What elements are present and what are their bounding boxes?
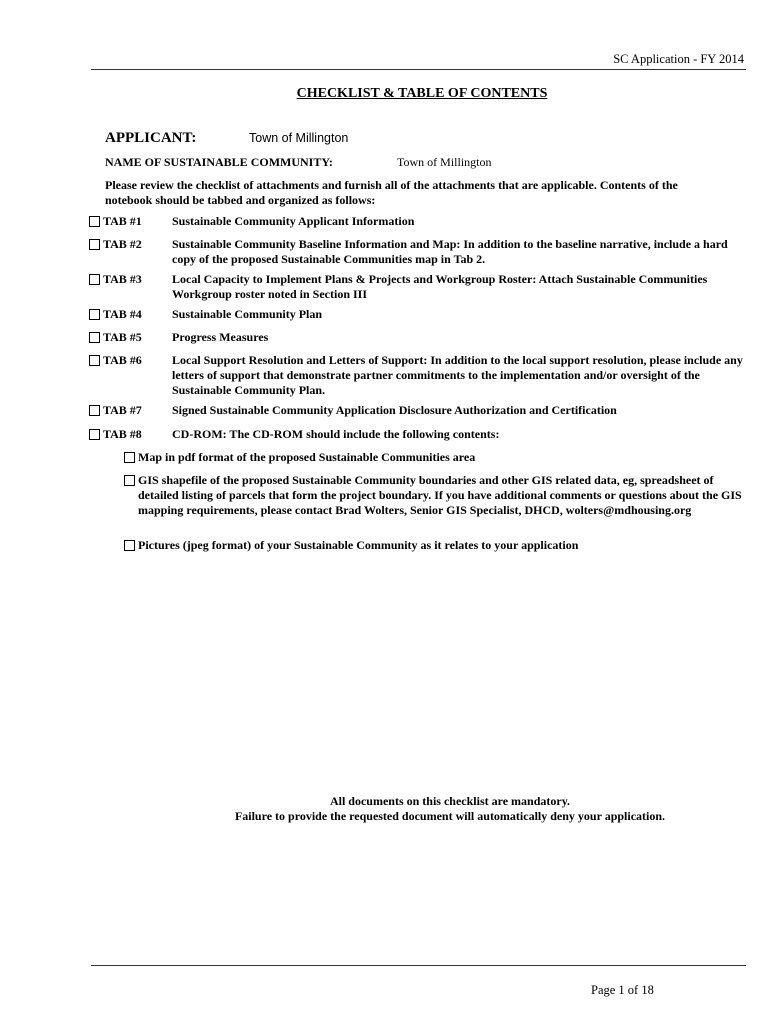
page-title: CHECKLIST & TABLE OF CONTENTS [296, 86, 548, 101]
tab-number: TAB #2 [103, 237, 142, 251]
page-number: Page 1 of 18 [591, 983, 654, 997]
applicant-label: APPLICANT: [105, 130, 197, 146]
cd-item-text: Map in pdf format of the proposed Sustainable Communities area [138, 450, 476, 464]
mandatory-notice [0, 794, 770, 824]
cd-item-text: GIS shapefile of the proposed Sustainable Community boundaries and other GIS related data, eg, spreadsheet of detailed listing of parcels that form the project boundary. If you have additional comments or questions about the GIS mapping requirements, please contact Brad Wolters, Senior GIS Specialist, DHCD, wolters@mdhousing.org [138, 473, 742, 517]
tab-number: TAB #3 [103, 272, 142, 286]
checklist-row-tab5 [89, 330, 749, 345]
community-name-label: NAME OF SUSTAINABLE COMMUNITY: [105, 155, 333, 169]
tab-description: Progress Measures [172, 330, 269, 344]
tab1-checkbox[interactable] [89, 216, 100, 227]
cd-item-map-pdf [124, 450, 749, 465]
cd-item-gis-shapefile [124, 473, 749, 518]
deny-warning-note: Failure to provide the requested document will automatically deny your application. [234, 809, 666, 823]
instructions-text: Please review the checklist of attachments and furnish all of the attachments that are applicable. Contents of the notebook should be tabbed and organized as follows: [105, 178, 678, 207]
cd-item-pictures [124, 538, 749, 553]
tab-description: Local Capacity to Implement Plans & Projects and Workgroup Roster: Attach Sustainable Communities Workgroup roster noted in Section III [172, 272, 708, 301]
footer-divider [91, 965, 746, 966]
tab-description: Sustainable Community Applicant Information [172, 214, 415, 228]
tab6-checkbox[interactable] [89, 355, 100, 366]
tab-number: TAB #8 [103, 427, 142, 441]
checklist-row-tab1 [89, 214, 749, 229]
map-pdf-checkbox[interactable] [124, 452, 135, 463]
cd-item-text: Pictures (jpeg format) of your Sustainable Community as it relates to your application [138, 538, 579, 552]
checklist-row-tab6 [89, 353, 749, 398]
checklist-row-tab4 [89, 307, 749, 322]
tab-number: TAB #6 [103, 353, 142, 367]
header-label: SC Application - FY 2014 [613, 52, 744, 66]
checklist-row-tab3 [89, 272, 749, 302]
tab-number: TAB #5 [103, 330, 142, 344]
tab4-checkbox[interactable] [89, 309, 100, 320]
checklist-row-tab2 [89, 237, 749, 267]
applicant-field[interactable]: Town of Millington [249, 131, 349, 145]
tab-description: Local Support Resolution and Letters of Support: In addition to the local support resolution, please include any letters of support that demonstrate partner commitments to the implementation and/or oversight of the Sustainable Community Plan. [172, 353, 743, 397]
tab-number: TAB #4 [103, 307, 142, 321]
gis-shapefile-checkbox[interactable] [124, 475, 135, 486]
mandatory-note: All documents on this checklist are mandatory. [329, 794, 571, 808]
tab2-checkbox[interactable] [89, 239, 100, 250]
community-name-field[interactable]: Town of Millington [397, 155, 492, 169]
checklist-row-tab7 [89, 403, 749, 418]
tab-description: Signed Sustainable Community Application Disclosure Authorization and Certification [172, 403, 617, 417]
tab7-checkbox[interactable] [89, 405, 100, 416]
tab3-checkbox[interactable] [89, 274, 100, 285]
tab8-checkbox[interactable] [89, 429, 100, 440]
tab-number: TAB #1 [103, 214, 142, 228]
pictures-checkbox[interactable] [124, 540, 135, 551]
tab-description: CD-ROM: The CD-ROM should include the following contents: [172, 427, 500, 441]
header-divider [91, 69, 746, 70]
checklist-row-tab8 [89, 427, 749, 442]
tab-description: Sustainable Community Plan [172, 307, 323, 321]
tab-description: Sustainable Community Baseline Information and Map: In addition to the baseline narrative, include a hard copy of the proposed Sustainable Communities map in Tab 2. [172, 237, 728, 266]
tab5-checkbox[interactable] [89, 332, 100, 343]
tab-number: TAB #7 [103, 403, 142, 417]
